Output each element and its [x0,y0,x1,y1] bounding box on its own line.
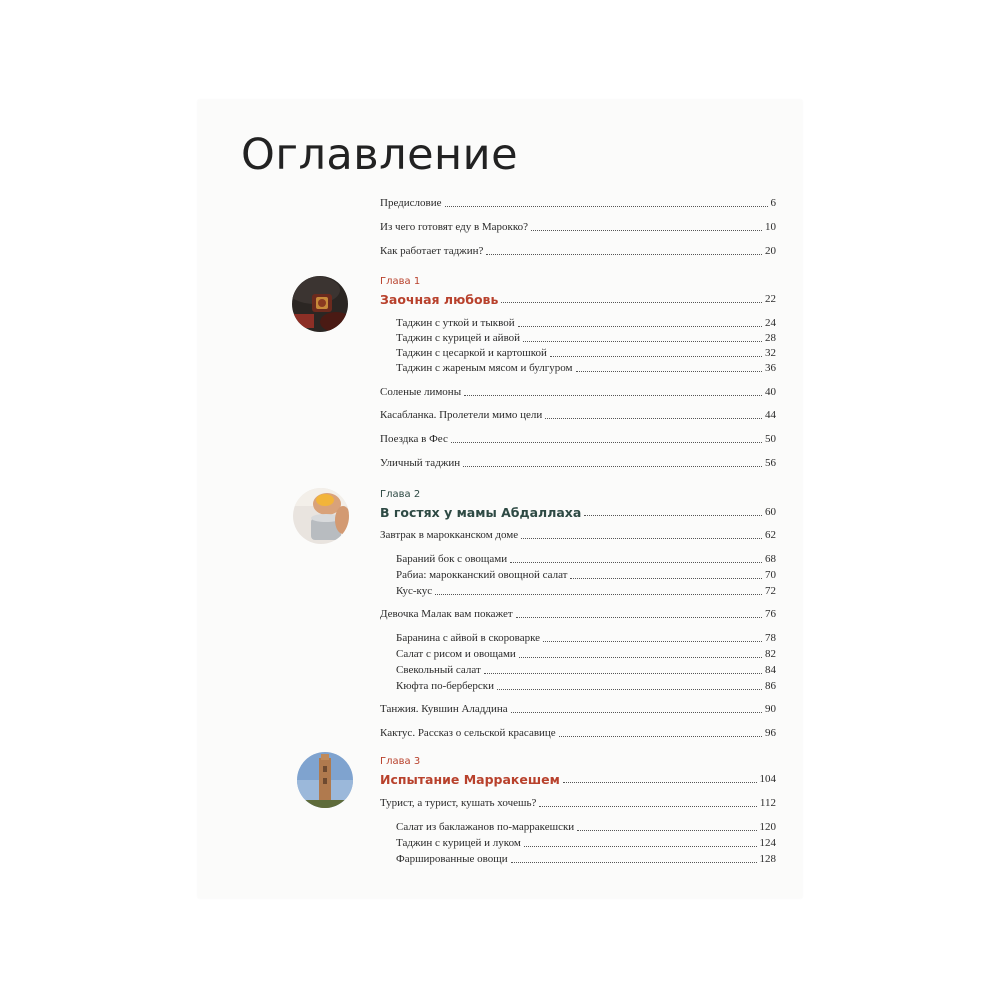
minaret-photo [297,752,353,808]
toc-recipe[interactable]: Салат с рисом и овощами 82 [396,648,776,660]
toc-recipe[interactable]: Таджин с жареным мясом и булгуром 36 [396,362,776,374]
toc-entry[interactable]: Танжия. Кувшин Аладдина 90 [380,703,776,715]
toc-recipe[interactable]: Кус-кус 72 [396,585,776,597]
chapter-2-title[interactable]: В гостях у мамы Абдаллаха 60 [380,505,776,520]
chapter-1-image [292,276,348,332]
chapter-2-image [293,488,349,544]
tagine-pot-photo [292,276,348,332]
toc-recipe[interactable]: Фаршированные овощи 128 [396,853,776,865]
toc-recipe[interactable]: Свекольный салат 84 [396,664,776,676]
page-title: Оглавление [241,130,519,180]
toc-recipe[interactable]: Рабиа: марокканский овощной салат 70 [396,569,776,581]
toc-recipe[interactable]: Таджин с уткой и тыквой 24 [396,317,776,329]
toc-entry[interactable]: Кактус. Рассказ о сельской красавице 96 [380,727,776,739]
toc-recipe[interactable]: Таджин с курицей и луком 124 [396,837,776,849]
chapter-1-label: Глава 1 [380,276,421,287]
toc-recipe[interactable]: Салат из баклажанов по-марракешски 120 [396,821,776,833]
chapter-3-title[interactable]: Испытание Марракешем 104 [380,772,776,787]
toc-entry[interactable]: Касабланка. Пролетели мимо цели 44 [380,409,776,421]
toc-entry[interactable]: Девочка Малак вам покажет 76 [380,608,776,620]
toc-entry[interactable]: Из чего готовят еду в Марокко? 10 [380,221,776,233]
toc-recipe[interactable]: Таджин с курицей и айвой 28 [396,332,776,344]
toc-recipe[interactable]: Бараний бок с овощами 68 [396,553,776,565]
toc-entry[interactable]: Соленые лимоны 40 [380,386,776,398]
toc-entry[interactable]: Предисловие 6 [380,197,776,209]
toc-entry[interactable]: Как работает таджин? 20 [380,245,776,257]
toc-entry[interactable]: Поездка в Фес 50 [380,433,776,445]
chapter-2-label: Глава 2 [380,489,421,500]
chapter-3-label: Глава 3 [380,756,421,767]
cooking-hands-photo [293,488,349,544]
chapter-3-image [297,752,353,808]
chapter-1-title[interactable]: Заочная любовь 22 [380,292,776,307]
toc-recipe[interactable]: Таджин с цесаркой и картошкой 32 [396,347,776,359]
toc-entry[interactable]: Уличный таджин 56 [380,457,776,469]
toc-recipe[interactable]: Баранина с айвой в скороварке 78 [396,632,776,644]
toc-recipe[interactable]: Кюфта по-берберски 86 [396,680,776,692]
toc-entry[interactable]: Завтрак в марокканском доме 62 [380,529,776,541]
toc-entry[interactable]: Турист, а турист, кушать хочешь? 112 [380,797,776,809]
